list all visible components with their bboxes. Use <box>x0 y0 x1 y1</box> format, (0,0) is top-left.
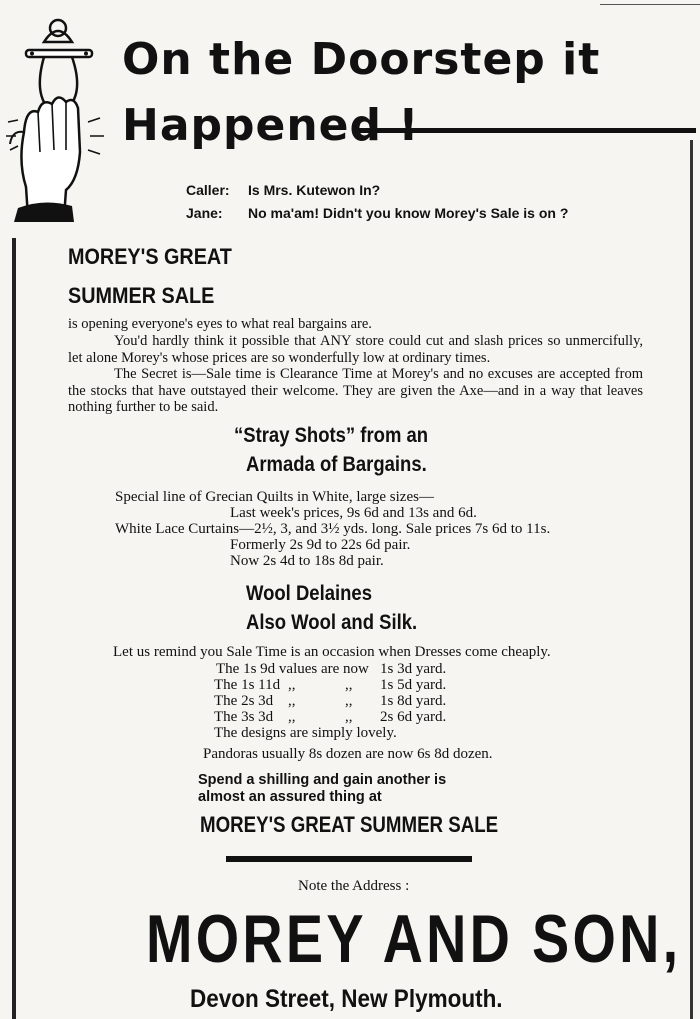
right-border <box>690 140 693 1019</box>
address-note: Note the Address : <box>298 878 410 894</box>
dress-was: The 3s 3d <box>214 709 274 725</box>
headline-line1: On the Doorstep it <box>122 34 601 85</box>
caller-line: Is Mrs. Kutewon In? <box>248 182 381 198</box>
dress-now: 2s 6d yard. <box>380 709 447 725</box>
designs-note: The designs are simply lovely. <box>214 725 397 741</box>
dress-now: 1s 8d yard. <box>380 693 447 709</box>
wool-line2: Also Wool and Silk. <box>246 611 418 634</box>
intro-paragraph-2: The Secret is—Sale time is Clearance Time at Morey's and no excuses are accepted from the stocks that have outstayed their welcome. They are given the Axe—and in a way that leaves nothing further to be said. <box>68 366 643 415</box>
jane-speaker: Jane: <box>186 205 223 221</box>
dress-was: The 2s 3d <box>214 693 274 709</box>
ditto-mark: ,, <box>288 677 296 693</box>
intro-lead: is opening everyone's eyes to what real bargains are. <box>68 316 372 332</box>
curtains-now: Now 2s 4d to 18s 8d pair. <box>230 553 384 569</box>
divider-rule <box>226 856 472 862</box>
ditto-mark: ,, <box>288 693 296 709</box>
left-border <box>12 238 16 1019</box>
curtains-offer: White Lace Curtains—2½, 3, and 3½ yds. long. Sale prices 7s 6d to 11s. <box>115 521 551 537</box>
ditto-mark: ,, <box>288 709 296 725</box>
pandoras-offer: Pandoras usually 8s dozen are now 6s 8d dozen. <box>203 746 493 762</box>
dress-was: The 1s 11d <box>214 677 281 693</box>
street-address: Devon Street, New Plymouth. <box>190 985 503 1013</box>
ditto-mark: ,, <box>345 709 353 725</box>
stray-shots-line2: Armada of Bargains. <box>246 453 427 476</box>
quilts-price: Last week's prices, 9s 6d and 13s and 6d. <box>230 505 477 521</box>
dress-was: The 1s 9d values are now <box>216 661 369 677</box>
wool-line1: Wool Delaines <box>246 582 372 605</box>
hand-doorbell-illustration <box>4 12 108 222</box>
spend-line1: Spend a shilling and gain another is <box>198 772 447 788</box>
sale-title-line1: MOREY'S GREAT <box>68 244 232 269</box>
dresses-intro: Let us remind you Sale Time is an occasion when Dresses come cheaply. <box>113 644 551 660</box>
headline-line2: Happened ! <box>122 100 420 151</box>
quilts-offer: Special line of Grecian Quilts in White, large sizes— <box>115 489 434 505</box>
curtains-formerly: Formerly 2s 9d to 22s 6d pair. <box>230 537 411 553</box>
spend-line2: almost an assured thing at <box>198 789 382 805</box>
jane-line: No ma'am! Didn't you know Morey's Sale is on ? <box>248 205 569 221</box>
top-rule <box>600 4 700 5</box>
sale-title-line2: SUMMER SALE <box>68 283 215 308</box>
firm-name: MOREY AND SON, <box>146 901 682 977</box>
closing-sale-title: MOREY'S GREAT SUMMER SALE <box>200 812 499 837</box>
dress-now: 1s 5d yard. <box>380 677 447 693</box>
intro-paragraph-1: You'd hardly think it possible that ANY store could cut and slash prices so unmercifully, let alone Morey's whose prices are so wonderfully low at ordinary times. <box>68 333 643 366</box>
caller-speaker: Caller: <box>186 182 230 198</box>
ditto-mark: ,, <box>345 677 353 693</box>
stray-shots-line1: “Stray Shots” from an <box>234 424 429 447</box>
dress-now: 1s 3d yard. <box>380 661 447 677</box>
ditto-mark: ,, <box>345 693 353 709</box>
dress-price-row <box>216 661 369 677</box>
